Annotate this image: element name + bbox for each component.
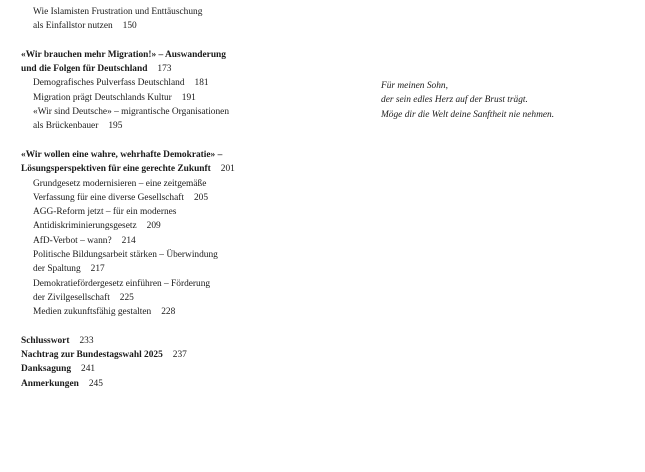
toc-entry-title: Politische Bildungsarbeit stärken – Überwindung (33, 250, 218, 261)
toc-entry-title: Migration prägt Deutschlands Kultur (33, 92, 172, 103)
toc-page-number: 150 (122, 21, 137, 32)
toc-entry-title: Danksagung (21, 364, 72, 375)
toc-page-number: 195 (108, 121, 123, 132)
toc-subentry (21, 305, 351, 319)
toc-page-number: 217 (90, 264, 105, 275)
toc-page-number: 181 (194, 78, 209, 89)
toc-page-number: 214 (121, 235, 136, 246)
toc-chapter-entry (21, 48, 351, 62)
dedication-line: der sein edles Herz auf der Brust trägt. (381, 95, 528, 106)
toc-subentry (21, 5, 351, 19)
dedication-line: Für meinen Sohn, (381, 81, 448, 91)
toc-subentry (21, 234, 351, 248)
toc-entry-title: Demografisches Pulverfass Deutschland (33, 78, 185, 89)
toc-entry-title: «Wir brauchen mehr Migration!» – Auswanderung (21, 49, 226, 60)
toc-entry-title: und die Folgen für Deutschland (21, 64, 148, 75)
toc-page-number: 205 (193, 192, 209, 203)
toc-subentry (21, 119, 351, 133)
toc-page-number: 225 (119, 292, 134, 303)
toc-subentry (21, 262, 351, 276)
toc-chapter-entry (21, 348, 351, 362)
section-spacer (21, 320, 351, 334)
toc-chapter-entry (21, 362, 351, 376)
toc-chapter-entry (21, 377, 351, 391)
toc-subentry (21, 19, 351, 33)
toc-entry-title: Lösungsperspektiven für eine gerechte Zukunft (21, 164, 211, 175)
toc-page-number: 209 (146, 221, 161, 232)
toc-entry-title: «Wir wollen eine wahre, wehrhafte Demokratie» – (21, 149, 223, 160)
toc-entry-title: Anmerkungen (21, 378, 79, 389)
toc-subentry (21, 191, 351, 205)
toc-page-number: 241 (81, 364, 96, 375)
toc-entry-title: als Brückenbauer (33, 121, 99, 132)
toc-entry-title: AfD-Verbot – wann? (33, 235, 112, 246)
toc-chapter-entry (21, 148, 351, 162)
section-spacer (21, 134, 351, 148)
toc-page-number: 233 (79, 335, 94, 346)
toc-entry-title: Wie Islamisten Frustration und Enttäuschung (33, 7, 203, 17)
toc-entry-title: «Wir sind Deutsche» – migrantische Organisationen (33, 107, 230, 118)
toc-entry-title: der Spaltung (33, 264, 81, 275)
table-of-contents (21, 5, 351, 391)
toc-subentry (21, 248, 351, 262)
toc-entry-title: Antidiskriminierungsgesetz (33, 221, 137, 232)
toc-subentry (21, 205, 351, 219)
toc-subentry (21, 105, 351, 119)
toc-page-number: 228 (161, 307, 176, 318)
toc-subentry (21, 219, 351, 233)
toc-entry-title: der Zivilgesellschaft (33, 292, 110, 303)
toc-entry-title: AGG-Reform jetzt – für ein modernes (33, 207, 177, 218)
toc-chapter-entry (21, 62, 351, 76)
toc-entry-title: Demokratiefördergesetz einführen – Förderung (33, 278, 211, 289)
toc-entry-title: Grundgesetz modernisieren – eine zeitgemäße (33, 178, 207, 189)
toc-entry-title: Schlusswort (21, 335, 70, 346)
toc-chapter-entry (21, 334, 351, 348)
toc-page-number: 237 (172, 350, 187, 361)
toc-chapter-entry (21, 162, 351, 176)
toc-entry-title: Nachtrag zur Bundestagswahl 2025 (21, 350, 163, 361)
toc-page-number: 201 (220, 164, 235, 175)
section-spacer (21, 34, 351, 48)
toc-page-number: 191 (181, 92, 196, 103)
toc-subentry (21, 76, 351, 90)
dedication (381, 79, 554, 122)
toc-entry-title: als Einfallstor nutzen (33, 21, 113, 32)
toc-entry-title: Verfassung für eine diverse Gesellschaft (33, 192, 184, 203)
toc-page-number: 245 (88, 378, 103, 389)
dedication-line: Möge dir die Welt deine Sanftheit nie nehmen. (381, 109, 555, 120)
toc-entry-title: Medien zukunftsfähig gestalten (33, 307, 152, 318)
toc-subentry (21, 177, 351, 191)
toc-subentry (21, 291, 351, 305)
toc-subentry (21, 91, 351, 105)
toc-page-number: 173 (157, 64, 172, 75)
toc-subentry (21, 277, 351, 291)
